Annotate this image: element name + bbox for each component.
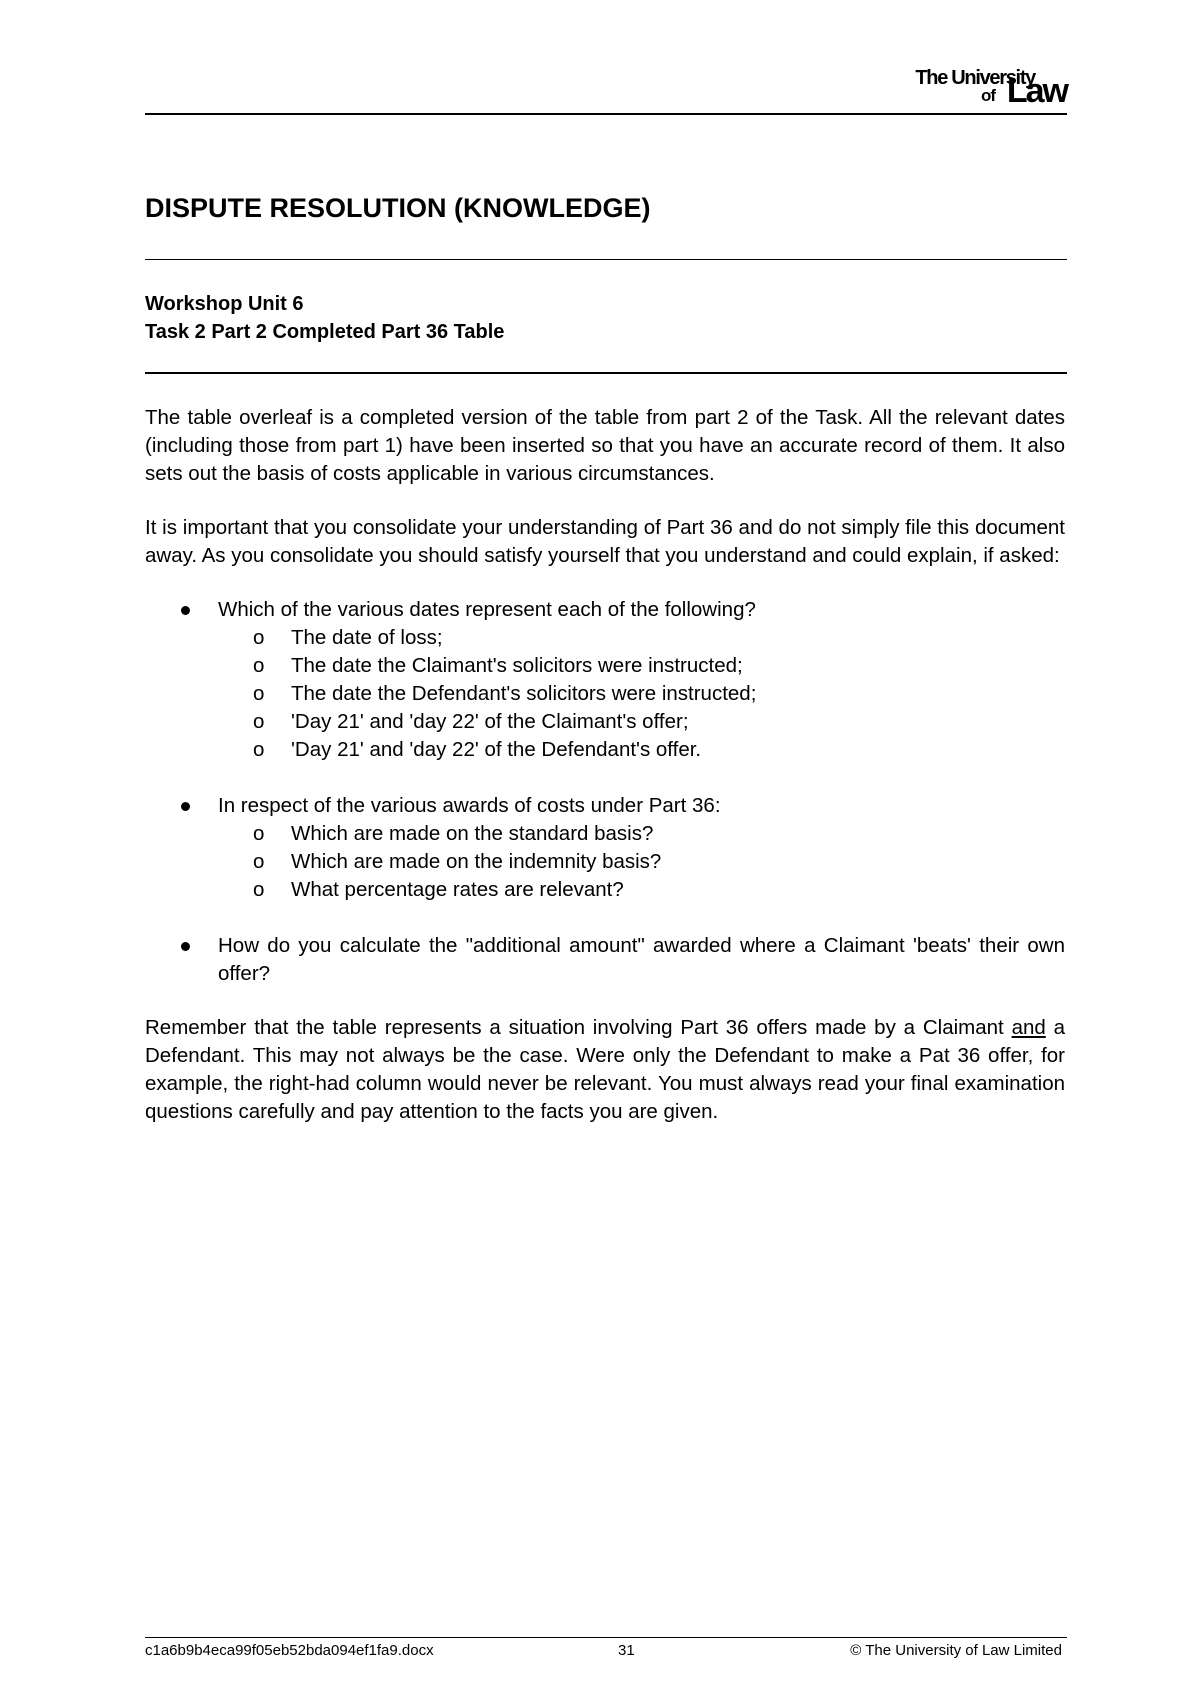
sub-list-item: o The date the Claimant's solicitors were instructed; bbox=[145, 652, 1065, 680]
remember-text-end: a Defendant. This may not always be the case. Were only the Defendant to make a Pat 36 offer, for example, the right-had column would never be relevant. You must always read your final examination questions carefully and pay attention to the facts you are given. bbox=[145, 1016, 1065, 1123]
unit-heading-line1: Workshop Unit 6 bbox=[145, 293, 304, 315]
footer-page-number: 31 bbox=[618, 1642, 635, 1659]
header-divider bbox=[145, 113, 1067, 115]
document-body bbox=[145, 404, 1065, 1152]
underlined-and: and bbox=[1011, 1016, 1046, 1039]
university-logo bbox=[847, 60, 1067, 108]
list-item bbox=[145, 792, 1065, 904]
sub-list-item: o The date the Defendant's solicitors were instructed; bbox=[145, 680, 1065, 708]
logo-text-law: Law bbox=[1006, 72, 1067, 110]
bullet-icon bbox=[181, 802, 190, 811]
bullet-icon bbox=[181, 942, 190, 951]
sub-list bbox=[218, 624, 1065, 764]
bullet-icon bbox=[181, 606, 190, 615]
unit-heading bbox=[145, 290, 504, 346]
remember-text-start: Remember that the table represents a situation involving Part 36 offers made by a Claimant bbox=[145, 1016, 1012, 1039]
page-title: DISPUTE RESOLUTION (KNOWLEDGE) bbox=[145, 193, 651, 223]
logo-text-university: The University bbox=[915, 67, 1035, 89]
question-list bbox=[145, 596, 1065, 988]
logo-text-of: of bbox=[980, 86, 995, 105]
sub-list-item: o 'Day 21' and 'day 22' of the Defendant's offer. bbox=[145, 736, 1065, 764]
circle-bullet-icon: o bbox=[253, 626, 265, 649]
circle-bullet-icon: o bbox=[253, 682, 265, 705]
list-item bbox=[145, 596, 1065, 764]
sub-list-item: o What percentage rates are relevant? bbox=[145, 876, 1065, 904]
sub-list-item: o Which are made on the indemnity basis? bbox=[145, 848, 1065, 876]
unit-heading-line2: Task 2 Part 2 Completed Part 36 Table bbox=[145, 321, 505, 343]
document-page bbox=[145, 0, 1067, 1698]
list-item-text: In respect of the various awards of costs under Part 36: bbox=[218, 794, 721, 817]
list-item-text: How do you calculate the "additional amount" awarded where a Claimant 'beats' their own offer? bbox=[218, 934, 1065, 985]
list-item-text: Which of the various dates represent each of the following? bbox=[218, 598, 756, 621]
intro-paragraph: The table overleaf is a completed version of the table from part 2 of the Task. All the relevant dates (including those from part 1) have been inserted so that you have an accurate record of them. It also sets out the basis of costs applicable in various circumstances. bbox=[145, 406, 1065, 485]
footer-filename: c1a6b9b4eca99f05eb52bda094ef1fa9.docx bbox=[145, 1642, 434, 1659]
sub-list-item: o The date of loss; bbox=[145, 624, 1065, 652]
circle-bullet-icon: o bbox=[253, 850, 265, 873]
heading-divider bbox=[145, 372, 1067, 374]
list-item bbox=[145, 932, 1065, 988]
remember-paragraph bbox=[145, 1014, 1065, 1126]
consolidate-paragraph: It is important that you consolidate your understanding of Part 36 and do not simply file this document away. As you consolidate you should satisfy yourself that you understand and could explain, if asked: bbox=[145, 516, 1065, 567]
footer-copyright: © The University of Law Limited bbox=[850, 1642, 1062, 1659]
circle-bullet-icon: o bbox=[253, 822, 265, 845]
circle-bullet-icon: o bbox=[253, 878, 265, 901]
sub-list-item: o 'Day 21' and 'day 22' of the Claimant's offer; bbox=[145, 708, 1065, 736]
circle-bullet-icon: o bbox=[253, 738, 265, 761]
footer-divider bbox=[145, 1637, 1067, 1638]
page-footer bbox=[145, 1642, 1067, 1662]
sub-list bbox=[218, 820, 1065, 904]
circle-bullet-icon: o bbox=[253, 654, 265, 677]
sub-list-item: o Which are made on the standard basis? bbox=[145, 820, 1065, 848]
circle-bullet-icon: o bbox=[253, 710, 265, 733]
title-divider bbox=[145, 259, 1067, 260]
